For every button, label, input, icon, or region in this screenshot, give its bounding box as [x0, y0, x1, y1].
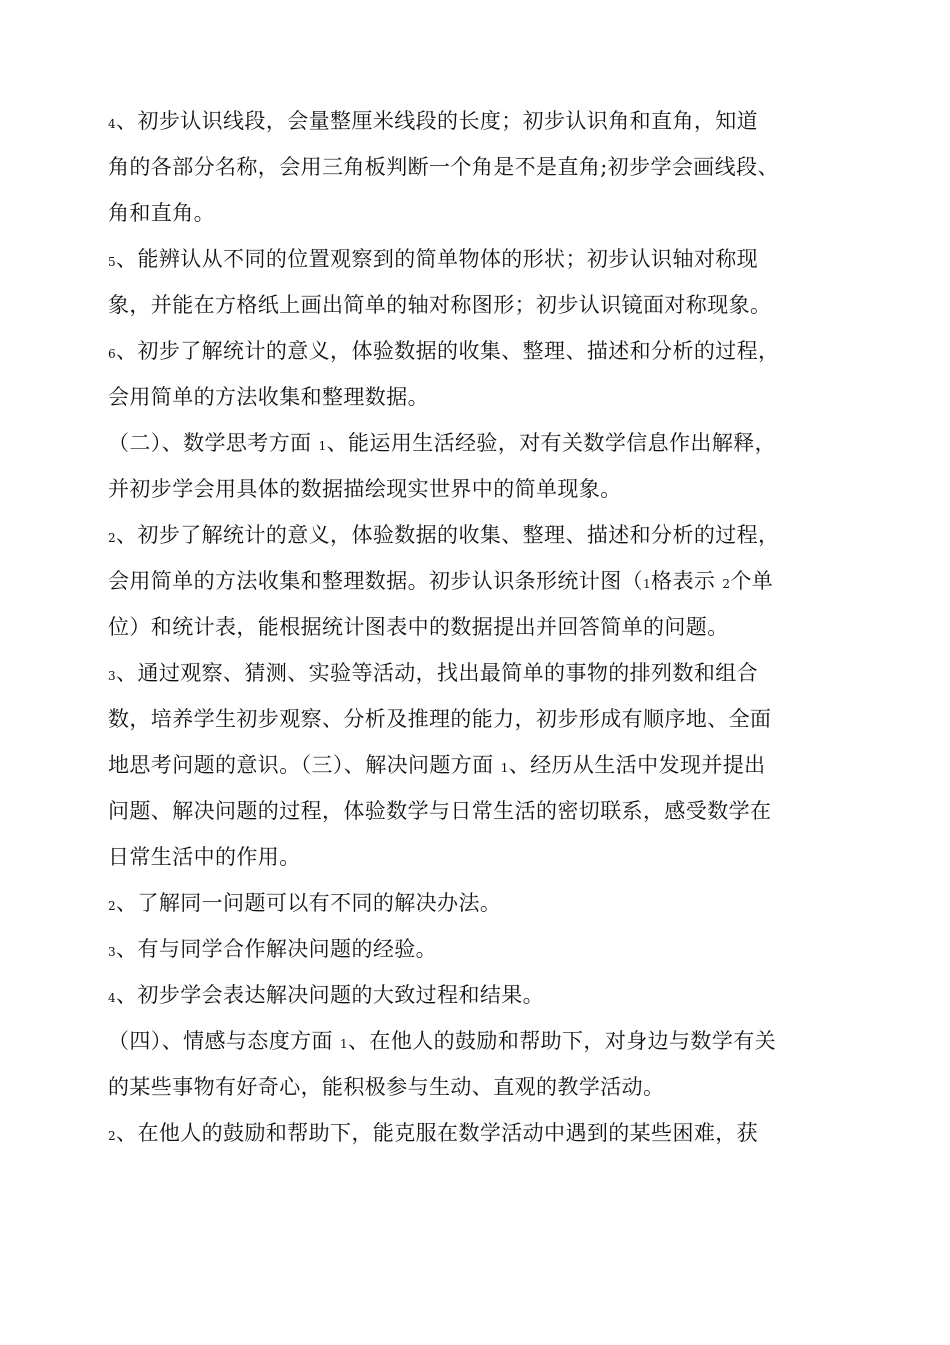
text-line [108, 374, 848, 420]
line-text: 象，并能在方格纸上画出简单的轴对称图形；初步认识镜面对称现象。 [108, 293, 772, 317]
section-heading: （二）、数学思考方面 [108, 431, 319, 455]
item-number: 4 [108, 991, 117, 1005]
text-line [108, 558, 848, 604]
line-text: 、经历从生活中发现并提出 [508, 753, 766, 777]
text-line [108, 328, 848, 374]
document-body [108, 98, 848, 1156]
text-line [108, 236, 848, 282]
item-number: 3 [108, 945, 117, 959]
text-line [108, 1110, 848, 1156]
line-text: 角和直角。 [108, 201, 215, 225]
line-text: 、在他人的鼓励和帮助下，能克服在数学活动中遇到的某些困难，获 [116, 1121, 759, 1145]
section-heading: （四）、情感与态度方面 [108, 1029, 340, 1053]
line-text: 会用简单的方法收集和整理数据。 [108, 385, 429, 409]
text-line [108, 282, 848, 328]
item-number: 2 [108, 531, 117, 545]
text-line [108, 926, 848, 972]
text-line [108, 604, 848, 650]
item-number: 2 [108, 1129, 117, 1143]
line-text: 、有与同学合作解决问题的经验。 [116, 937, 438, 961]
text-line [108, 880, 848, 926]
text-line [108, 1064, 848, 1110]
line-text: 、通过观察、猜测、实验等活动，找出最简单的事物的排列数和组合 [116, 661, 759, 685]
item-number: 1 [318, 439, 327, 453]
text-line [108, 696, 848, 742]
line-text: 、初步了解统计的意义，体验数据的收集、整理、描述和分析的过程， [116, 339, 780, 363]
text-line [108, 466, 848, 512]
line-text: 数，培养学生初步观察、分析及推理的能力，初步形成有顺序地、全面 [108, 707, 772, 731]
item-number: 1 [500, 761, 509, 775]
text-line [108, 650, 848, 696]
text-line [108, 144, 848, 190]
item-number: 5 [108, 255, 117, 269]
line-text: 地思考问题的意识。（三）、解决问题方面 [108, 753, 501, 777]
line-text: 个单 [730, 569, 774, 593]
item-number: 4 [108, 117, 117, 131]
line-text: 、能运用生活经验，对有关数学信息作出解释， [326, 431, 777, 455]
section-heading-line [108, 1018, 848, 1064]
line-text: 、初步了解统计的意义，体验数据的收集、整理、描述和分析的过程， [116, 523, 780, 547]
inline-number: 2 [722, 577, 731, 591]
line-text: 、初步认识线段，会量整厘米线段的长度；初步认识角和直角，知道 [116, 109, 759, 133]
text-line [108, 788, 848, 834]
line-text: 日常生活中的作用。 [108, 845, 301, 869]
item-number: 3 [108, 669, 117, 683]
inline-number: 1 [643, 577, 652, 591]
line-text: 问题、解决问题的过程，体验数学与日常生活的密切联系，感受数学在 [108, 799, 772, 823]
line-text: 、初步学会表达解决问题的大致过程和结果。 [116, 983, 545, 1007]
text-line [108, 834, 848, 880]
line-text: 并初步学会用具体的数据描绘现实世界中的简单现象。 [108, 477, 622, 501]
text-line [108, 98, 848, 144]
line-text: 角的各部分名称，会用三角板判断一个角是不是直角;初步学会画线段、 [108, 155, 779, 179]
line-text: 、能辨认从不同的位置观察到的简单物体的形状；初步认识轴对称现 [116, 247, 759, 271]
line-text: 、在他人的鼓励和帮助下，对身边与数学有关 [348, 1029, 777, 1053]
text-line [108, 742, 848, 788]
text-line [108, 512, 848, 558]
section-heading-line [108, 420, 848, 466]
item-number: 6 [108, 347, 117, 361]
item-number: 2 [108, 899, 117, 913]
item-number: 1 [339, 1037, 349, 1051]
line-text: 的某些事物有好奇心，能积极参与生动、直观的教学活动。 [108, 1075, 665, 1099]
line-text: 会用简单的方法收集和整理数据。初步认识条形统计图（ [108, 569, 643, 593]
line-text: 、了解同一问题可以有不同的解决办法。 [116, 891, 502, 915]
line-text: 格表示 [651, 569, 723, 593]
text-line [108, 190, 848, 236]
line-text: 位）和统计表，能根据统计图表中的数据提出并回答简单的问题。 [108, 615, 729, 639]
text-line [108, 972, 848, 1018]
